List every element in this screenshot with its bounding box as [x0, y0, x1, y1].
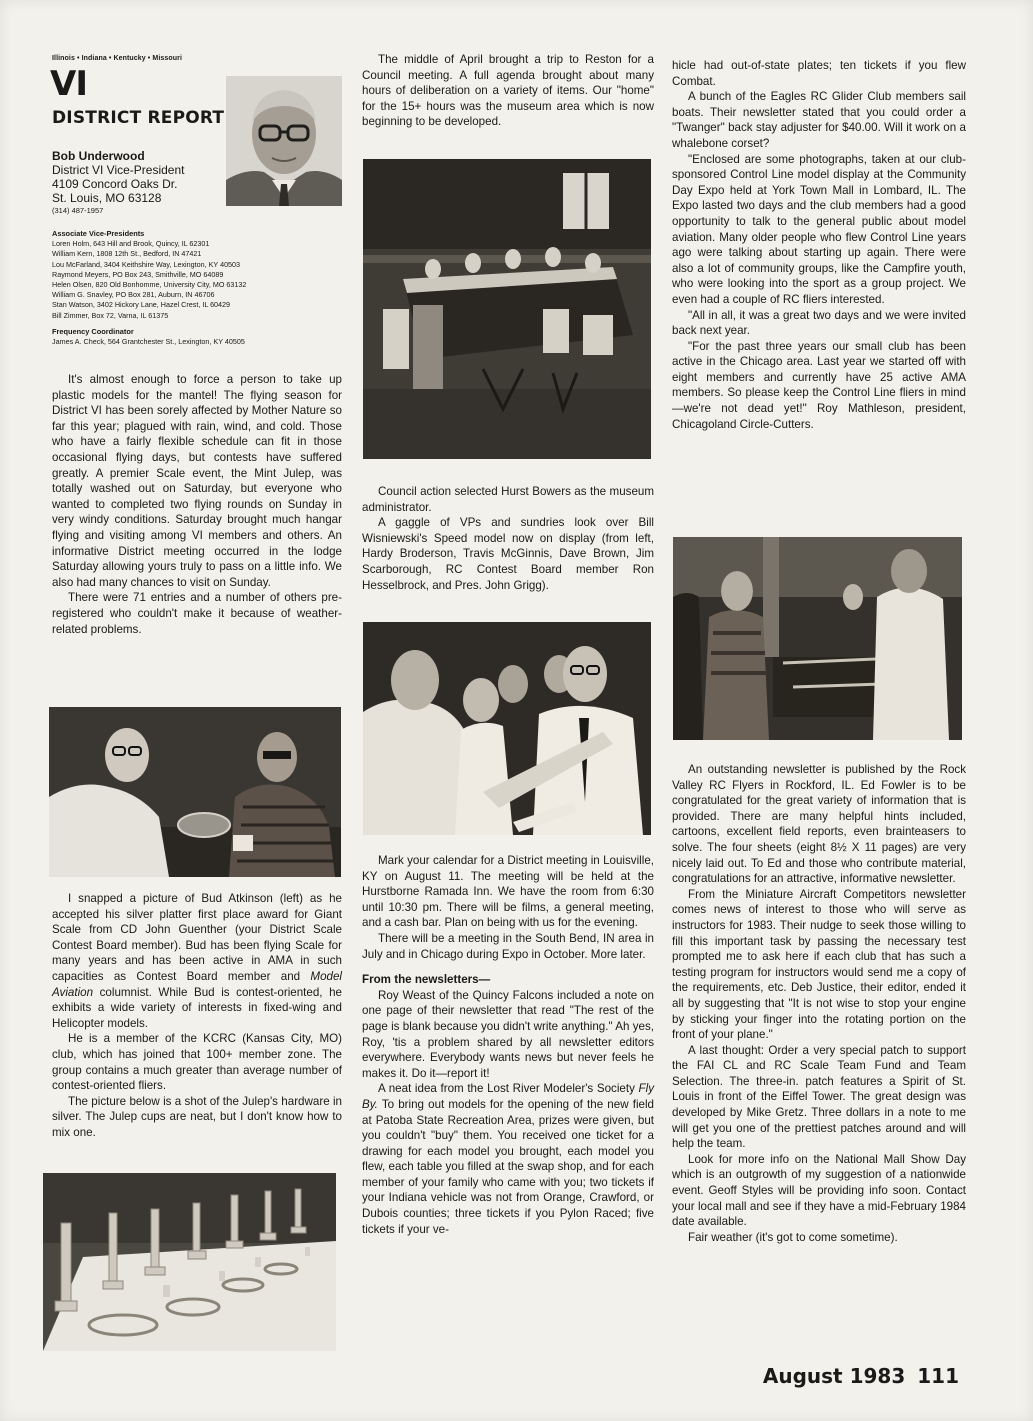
page-folio	[763, 1364, 959, 1388]
text-run: I snapped a picture of Bud Atkinson (left) as he accepted his silver platter first place award for Giant Scale from CD John Guenther (your District Scale Contest Board member). Bud has been flying Scale for many years and has been active in AMA in such capacities as Contest Board member and	[52, 892, 342, 983]
paragraph: An outstanding newsletter is published by the Rock Valley RC Flyers in Rockford, IL. Ed Fowler is to be congratulated for the great variety of information that is provided. There are many helpful hints included, cartoons, excellent field reports, even brainteasers to solve. The four sheets (eight 8½ X 11 pages) are very nicely laid out. To Ed and those who contribute material, congratulations for an attractive, informative newsletter.	[672, 763, 966, 886]
rep-phone: (314) 487-1957	[52, 206, 104, 215]
trophies-photo	[43, 1173, 336, 1351]
associate-item: William G. Snavley, PO Box 281, Auburn, IN 46706	[52, 290, 215, 300]
paragraph: There will be a meeting in the South Bend, IN area in July and in Chicago during Expo in October. More later.	[362, 931, 654, 961]
paragraph: A last thought: Order a very special patch to support the FAI CL and RC Scale Team Fund and Team Selection. The three-in. patch features a Spirit of St. Louis in front of the Eiffel Tower. The great design was developed by Mike Gretz. Three dollars in a note to me will get you one of the prettiest patches around and will help the team.	[672, 1043, 966, 1151]
associates-heading: Associate Vice-Presidents	[52, 229, 145, 238]
paragraph: There were 71 entries and a number of others pre-registered who couldn't make it because of weather-related problems.	[52, 591, 342, 636]
paragraph: "All in all, it was a great two days and we were invited back next year.	[672, 308, 966, 338]
paragraph: A gaggle of VPs and sundries look over Bill Wisniewski's Speed model now on display (from left, Hardy Broderson, Travis McGinnis, Dave Brown, Jim Scarborough, RC Contest Board member Ron Hesselbrock, and Pres. John Grigg).	[362, 516, 654, 592]
paragraph: Council action selected Hurst Bowers as the museum administrator.	[362, 485, 654, 514]
associates-block	[52, 229, 352, 347]
district-number: VI	[50, 64, 87, 104]
column-3	[672, 58, 966, 432]
column-2	[362, 52, 654, 130]
paragraph: Mark your calendar for a District meeting in Louisville, KY on August 11. The meeting will be held at the Hurstborne Ramada Inn. We have the room from 6:30 until 10:30 pm. There will be films, a general meeting, and a cash bar. Plan on being with us for the evening.	[362, 854, 654, 930]
paragraph: Fair weather (it's got to come sometime).	[688, 1230, 898, 1244]
column-1	[52, 372, 342, 637]
paragraph: Look for more info on the National Mall Show Day which is an outgrowth of my suggestion of a nationwide event. Geoff Styles will be providing info soon. Contact your local mall and see if they have a mid-February 1984 date available.	[672, 1152, 966, 1229]
column-2-lower	[362, 853, 654, 1237]
frequency-heading: Frequency Coordinator	[52, 326, 134, 336]
report-title: DISTRICT REPORT	[52, 108, 225, 128]
rep-title: District VI Vice-President	[52, 163, 185, 177]
representative-block	[52, 149, 232, 216]
paragraph: "Enclosed are some photographs, taken at our club-sponsored Control Line model display at the Community Day Expo held at York Town Mall in Lombard, IL. The Expo lasted two days and the club members had a good opportunity to talk to the general public about model aviation. Many older people who flew Control Line years ago were talking about starting up again. There were also a lot of community groups, like the Campfire youth, who were looking into the sport as a group project. We even had a couple of RC fliers interested.	[672, 152, 966, 306]
associate-item: Bill Zimmer, Box 72, Varna, IL 61375	[52, 310, 169, 320]
award-photo	[49, 707, 341, 877]
rep-address1: 4109 Concord Oaks Dr.	[52, 177, 178, 191]
museum-meeting-photo	[363, 159, 651, 459]
column-1-continued	[52, 891, 342, 1141]
paragraph	[362, 1081, 654, 1237]
column-2-mid	[362, 484, 654, 593]
rep-address2: St. Louis, MO 63128	[52, 191, 162, 205]
states-line: Illinois • Indiana • Kentucky • Missouri	[52, 55, 182, 62]
portrait-photo	[226, 76, 342, 206]
associate-item: William Kern, 1808 12th St., Bedford, IN 47421	[52, 249, 202, 259]
text-run: A neat idea from the Lost River Modeler's Society	[378, 1082, 639, 1096]
column-3-lower	[672, 762, 966, 1245]
paragraph: It's almost enough to force a person to take up plastic models for the mantel! The flying season for District VI has been sorely affected by Mother Nature so far this year; plagued with rain, wind, and cold. Those who have a fairly flexible schedule can fit in those occasional flying days, but contests have suffered greatly. A premier Scale event, the Mint Julep, was totally washed out on Saturday, but everyone who wanted to completed two flying rounds on Sunday in very windy conditions. Saturday brought much hangar flying and visiting among VI members and others. An informative District meeting occurred in the lodge Saturday allowing yours truly to pass on a little info. We also had many chances to visit on Sunday.	[52, 373, 342, 589]
paragraph: He is a member of the KCRC (Kansas City, MO) club, which has joined that 100+ member zone. The group contains a much greater than average number of contest-oriented fliers.	[52, 1032, 342, 1093]
rep-name: Bob Underwood	[52, 149, 145, 163]
paragraph: Roy Weast of the Quincy Falcons included a note on one page of their newsletter that read "The rest of the page is blank because you didn't write anything." Ah yes, Roy, 'tis a problem shared by all newsletter editors everywhere. Everybody wants news but never feels he makes it. Do it—report it!	[362, 988, 654, 1080]
paragraph: The middle of April brought a trip to Reston for a Council meeting. A full agenda brought about many hours of deliberation on a variety of items. Our "home" for the 15+ hours was the museum area which is now beginning to be developed.	[362, 53, 654, 129]
associate-item: Loren Holm, 643 Hill and Brook, Quincy, IL 62301	[52, 239, 210, 249]
text-run: columnist. While Bud is contest-oriented, he exhibits a wide variety of interests in fixed-wing and Helicopter models.	[52, 985, 342, 1030]
paragraph	[52, 891, 342, 1031]
issue-date: August 1983	[762, 1364, 906, 1388]
speed-model-photo	[363, 622, 651, 835]
italic-title: Model Aviation	[52, 969, 342, 999]
associate-item: Stan Watson, 3402 Hickory Lane, Hazel Crest, IL 60429	[52, 300, 231, 310]
paragraph: The picture below is a shot of the Julep's hardware in silver. The Julep cups are neat, but I don't know how to mix one.	[52, 1094, 342, 1139]
associate-item: Lou McFarland, 3404 Keithshire Way, Lexington, KY 40503	[52, 259, 241, 269]
italic-title: Fly By.	[362, 1082, 654, 1111]
paragraph: A bunch of the Eagles RC Glider Club members sail boats. Their newsletter stated that you could order a "Twanger" back stay adjuster for $40.00. Will it work on a whalebone corset?	[672, 90, 966, 150]
control-line-display-photo	[673, 537, 962, 740]
associate-item: Helen Olsen, 820 Old Bonhomme, University City, MO 63132	[52, 280, 247, 290]
section-heading: From the newsletters—	[362, 973, 491, 987]
text-run: To bring out models for the opening of the new field at Patoba State Recreation Area, prizes were given, but you couldn't "buy" them. You received one ticket for a drawing for each model you brought, each model you flew, each table you filled at the swap shop, and for each member of your family who came with you; two tickets if your Indiana vehicle was not from Orange, Crawford, or Dubois counties; three tickets if you Pylon Raced; five tickets if your ve-	[362, 1097, 654, 1236]
paragraph: "For the past three years our small club has been active in the Chicago area. Last year we started off with eight members and currently have 25 active AMA members. So please keep the Control Line fliers in mind—we're not dead yet!" Roy Mathleson, president, Chicagoland Circle-Cutters.	[672, 339, 966, 431]
associate-item: Raymond Meyers, PO Box 243, Smithville, MO 64089	[52, 269, 224, 279]
page-number: 111	[917, 1364, 959, 1388]
frequency-coordinator: James A. Check, 564 Grantchester St., Lexington, KY 40505	[52, 337, 245, 347]
paragraph: From the Miniature Aircraft Competitors newsletter comes news of interest to those who will serve as instructors for 1983. Their nudge to seek those willing to fill this important task by passing the necessary test prompted me to ask here if each club that has such a testing program for instructors would send me a copy of the requirements, etc. Deb Justice, their editor, ended it all by suggesting that "It is not wise to stop your engine by sticking your finger into the rotating portion on the front of your plane."	[672, 887, 966, 1042]
paragraph: hicle had out-of-state plates; ten tickets if you flew Combat.	[672, 59, 966, 88]
